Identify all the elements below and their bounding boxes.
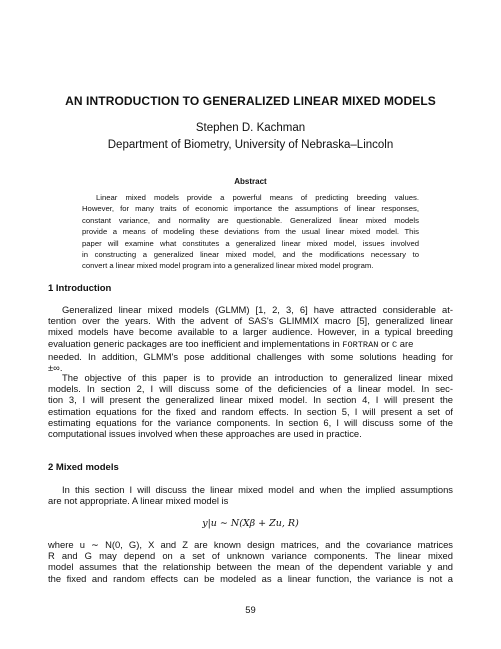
text-line: estimation equations for the fixed and random effects. In section 5, I will present a set of [48, 405, 453, 417]
text-fragment: are [399, 337, 414, 349]
author-affiliation: Department of Biometry, University of Nebraska–Lincoln [107, 139, 394, 151]
abstract-line: constant variance, and normality are questionable. Generalized linear mixed models [82, 215, 419, 225]
text-line-with-code [48, 338, 453, 351]
abstract-body [82, 192, 419, 272]
text-line: models. In section 2, I will discuss some of the deficiencies of a linear model. In sec- [48, 383, 453, 395]
text-line: are not appropriate. A linear mixed model is [48, 495, 229, 507]
abstract-heading: Abstract [234, 177, 267, 186]
mixed-models-paragraph-2 [48, 539, 453, 584]
abstract-line: in constructing a generalized linear mixed model, and the modifications necessary to [82, 250, 419, 260]
text-line: the fixed and random effects can be modeled as a linear function, the variance is not a [48, 572, 453, 584]
text-line: tion 3, I will present the generalized linear mixed model. In section 4, I will present the [48, 394, 453, 406]
text-line: where u ∼ N(0, G), X and Z are known design matrices, and the covariance matrices [48, 539, 453, 550]
text-line: Generalized linear mixed models (GLMM) [1, 2, 3, 6] have attracted considerable at- [62, 304, 453, 315]
author-name: Stephen D. Kachman [195, 122, 306, 134]
page-number: 59 [245, 604, 256, 615]
text-line: In this section I will discuss the linear mixed model and when the implied assumptions [62, 484, 453, 495]
mixed-models-paragraph-1 [48, 484, 453, 506]
abstract-line: paper will examine what constitutes a generalized linear mixed model, issues involved [82, 238, 419, 248]
text-line: computational issues involved when these approaches are used in practice. [48, 428, 362, 440]
text-fragment: or [381, 337, 390, 349]
abstract-line: convert a linear mixed model program into a generalized linear mixed model program. [82, 261, 374, 271]
text-line: needed. In addition, GLMM's pose additional challenges with some solutions heading for [48, 350, 453, 362]
text-fragment: evaluation generic packages are too inefficient and implementations in [48, 337, 340, 349]
abstract-line: Linear mixed models provide a powerful means of predicting breeding values. [96, 193, 419, 202]
text-line: mixed models have become available to a larger audience. However, in a typical breeding [48, 326, 453, 338]
introduction-paragraph-2 [48, 372, 453, 439]
text-line: tention over the years. With the advent of SAS's GLIMMIX macro [5], generalized linear [48, 315, 453, 327]
section-heading-mixed-models: 2 Mixed models [48, 462, 119, 473]
section-heading-introduction: 1 Introduction [48, 283, 112, 294]
introduction-paragraph-1 [48, 304, 453, 373]
model-equation: y|u ∼ N(Xβ + Zu, R) [202, 518, 299, 529]
paper-title: AN INTRODUCTION TO GENERALIZED LINEAR MIXED MODELS [65, 94, 436, 108]
code-c: C [391, 339, 398, 350]
text-line: The objective of this paper is to provide an introduction to generalized linear mixed [62, 372, 453, 383]
code-fortran: FORTRAN [342, 339, 379, 350]
text-line: R and G may depend on a set of unknown variance components. The linear mixed [48, 550, 453, 562]
abstract-line: However, for many traits of economic importance the assumptions of linear responses, [82, 204, 419, 214]
text-line: estimating equations for the variance components. In section 6, I will discuss some of the [48, 416, 453, 428]
abstract-line: provide a means of modeling these deviations from the usual linear mixed model. This [82, 227, 419, 237]
text-line: ±∞. [48, 362, 63, 374]
text-line: model assumes that the relationship between the mean of the dependent variable y and [48, 561, 453, 573]
